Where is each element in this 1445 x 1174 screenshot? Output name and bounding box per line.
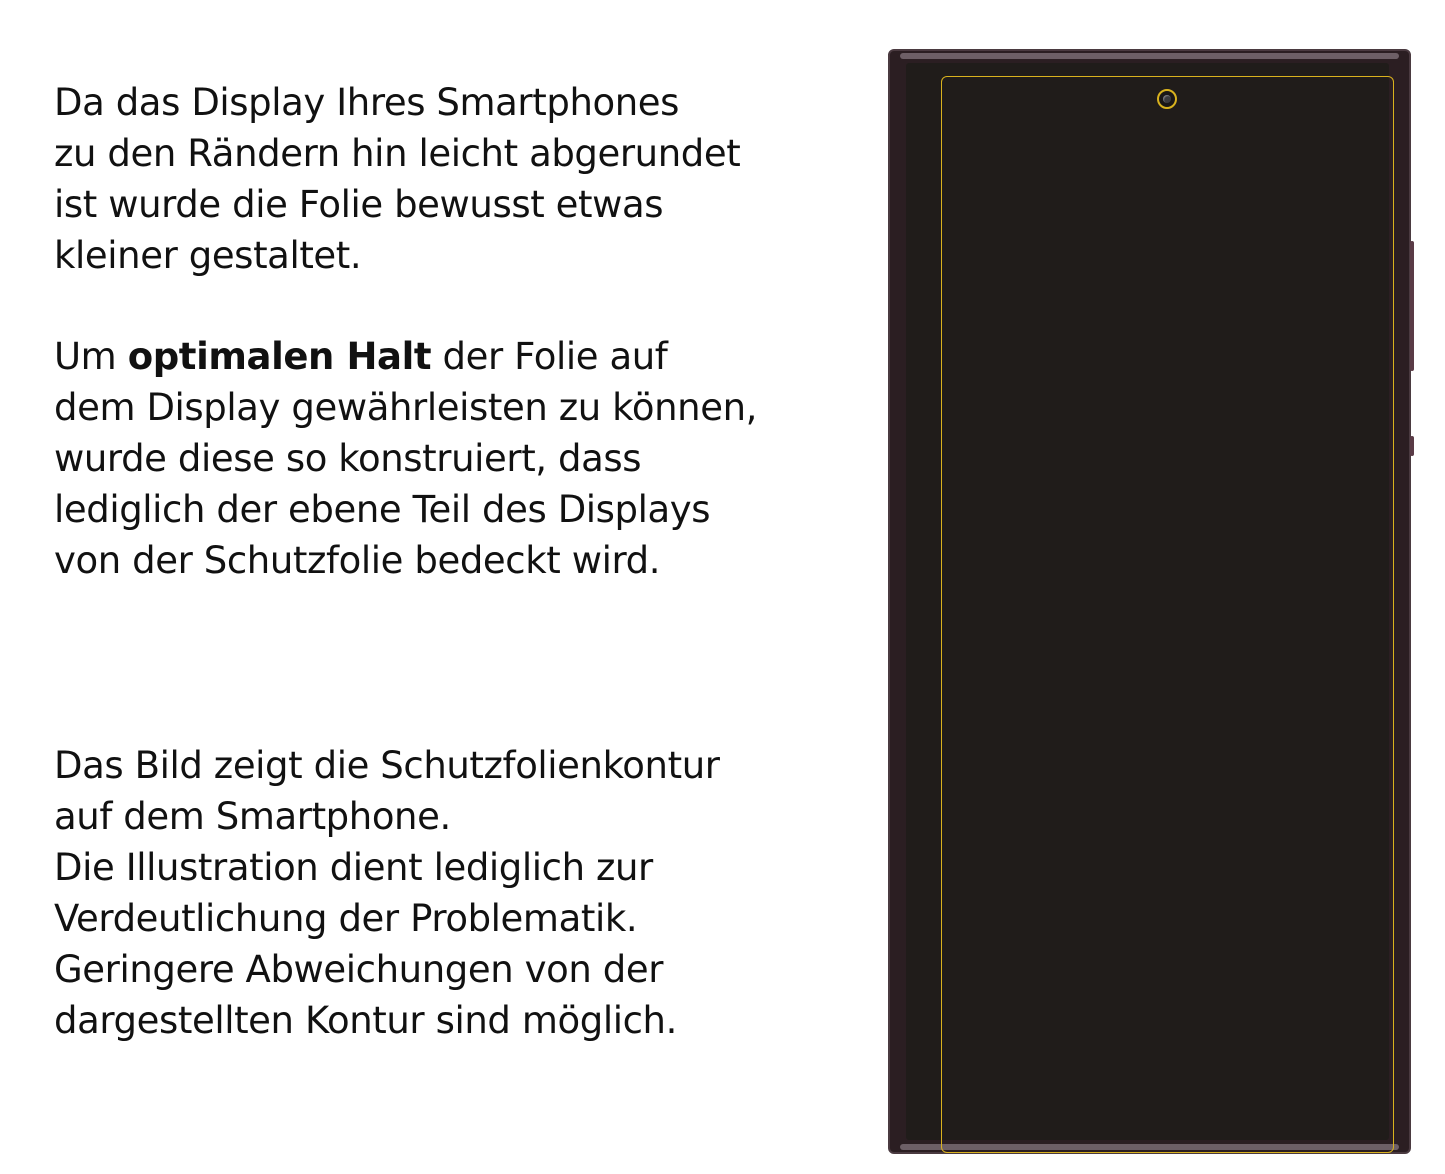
text-suffix: der Folie auf: [431, 335, 668, 378]
protective-film-outline: [941, 76, 1394, 1153]
text-line: ist wurde die Folie bewusst etwas: [54, 183, 664, 226]
camera-icon: [1157, 89, 1177, 109]
phone-frame-top: [900, 53, 1399, 59]
text-line: Die Illustration dient lediglich zur: [54, 846, 653, 889]
volume-button: [1410, 241, 1414, 371]
intro-paragraph: [54, 77, 740, 281]
smartphone-illustration: [888, 49, 1411, 1154]
text-line: auf dem Smartphone.: [54, 795, 451, 838]
power-button: [1410, 436, 1414, 456]
camera-lens: [1163, 95, 1171, 103]
text-line: Geringere Abweichungen von der: [54, 948, 664, 991]
text-line: lediglich der ebene Teil des Displays: [54, 488, 711, 531]
text-line: dem Display gewährleisten zu können,: [54, 386, 757, 429]
text-line: Da das Display Ihres Smartphones: [54, 81, 680, 124]
text-prefix: Um: [54, 335, 128, 378]
text-line: wurde diese so konstruiert, dass: [54, 437, 642, 480]
text-line: kleiner gestaltet.: [54, 234, 362, 277]
phone-screen: [906, 63, 1389, 1140]
text-line: [54, 331, 757, 382]
illustration-note-paragraph: [54, 740, 720, 1046]
text-line: von der Schutzfolie bedeckt wird.: [54, 539, 661, 582]
text-line: dargestellten Kontur sind möglich.: [54, 999, 677, 1042]
text-line: Das Bild zeigt die Schutzfolienkontur: [54, 744, 720, 787]
text-line: Verdeutlichung der Problematik.: [54, 897, 638, 940]
hold-paragraph: [54, 331, 757, 586]
text-line: zu den Rändern hin leicht abgerundet: [54, 132, 741, 175]
emphasis-text: optimalen Halt: [127, 335, 432, 378]
